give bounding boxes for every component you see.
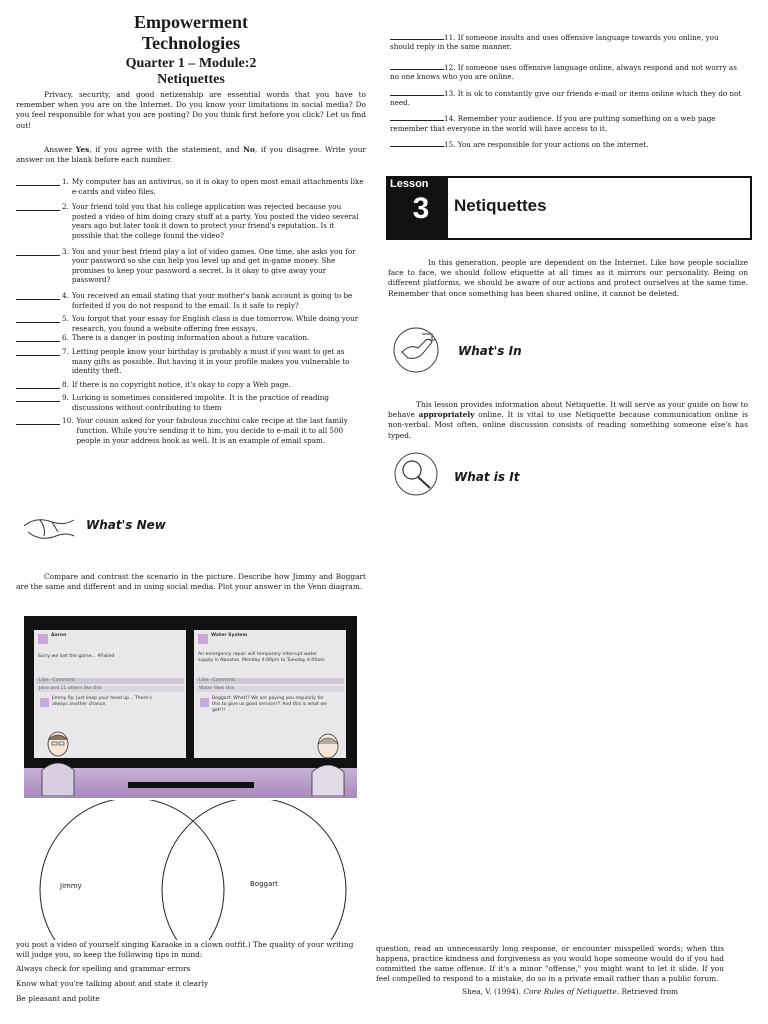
right-reply-text: Boggart: What!? We are paying you regularly for this to give us good service!!! And this is what we get!!! — [212, 696, 327, 713]
answer-blank[interactable] — [16, 247, 60, 256]
answer-blank[interactable] — [390, 139, 444, 147]
lesson-title: Netiquettes — [454, 196, 547, 215]
answer-blank[interactable] — [390, 113, 444, 121]
venn-circle-boggart[interactable] — [162, 800, 346, 950]
question-item: 4. You received an email stating that your mother's bank account is going to be forfeited if you do not respond to the email. Is it safe to reply? — [16, 291, 366, 310]
question-item: 13. It is ok to constantly give our friends e-mail or items online which they do not need. — [390, 88, 742, 108]
title-line1: Empowerment — [134, 12, 248, 32]
answer-blank[interactable] — [390, 32, 444, 40]
bottom-right-text: question, read an unnecessarily long response, or encounter misspelled words; when this happens, practice kindness and forgiveness as you would hope someone would do if you had committed the same offense. If it's a minor "offense," you might want to let it slide. If you feel compelled to respond to a mistake, do so in a private email rather than a public forum. Shea, V. (1994). Core Rules of Netiquette. Retrieved from — [376, 944, 724, 996]
bottom-left-text: you post a video of yourself singing Karaoke in a clown outfit.) The quality of your writing will judge you, so keep the following tips in mind: Always check for spelling and grammar errors Know what you're talking about and state it clearly Be pleasant and polite — [16, 940, 361, 1024]
subject-label: Netiquettes — [157, 72, 225, 87]
avatar — [200, 698, 209, 707]
right-poster-name: Water System — [211, 633, 248, 638]
left-poster-name: Aaron — [51, 633, 67, 638]
question-item: 9. Lurking is sometimes considered impolite. It is the practice of reading discussions without contributing to them — [16, 393, 366, 412]
avatar — [38, 634, 48, 644]
question-item: 15. You are responsible for your actions on the internet. — [390, 139, 744, 149]
venn-label-jimmy: Jimmy — [60, 882, 82, 890]
answer-blank[interactable] — [16, 314, 60, 323]
venn-diagram — [22, 800, 366, 950]
puzzle-hand-icon — [392, 326, 448, 374]
question-item: 3. You and your best friend play a lot of video games. One time, she asks you for your password so she can help you level up and get in-game money. She promises to keep your password a secret. Is it okay to give away your password? — [16, 247, 366, 285]
question-item: 2. Your friend told you that his college application was rejected because you posted a video of him doing crazy stuff at a party. You posted the video several years ago but later took it down to protect your friend's reputation. Is it possible that the college found the video? — [16, 202, 366, 240]
whats-in-heading: What's In — [458, 344, 522, 358]
question-item: 11. If someone insults and uses offensive language towards you online, you should reply in the same manner. — [390, 33, 719, 52]
question-item: 1. My computer has an antivirus, so it is okay to open most email attachments like e-cards and video files. — [16, 177, 366, 196]
jimmy-character — [38, 730, 78, 796]
answer-blank[interactable] — [16, 380, 60, 389]
question-item: 12. If someone uses offensive language online, always respond and not worry as no one knows who you are online. — [390, 62, 737, 82]
answer-blank[interactable] — [390, 62, 444, 70]
boggart-character — [308, 732, 348, 796]
hand-writing-icon — [22, 512, 78, 546]
whats-new-heading: What's New — [86, 518, 166, 532]
right-question-list — [390, 32, 744, 150]
left-post-text: Sorry we lost the game... #Failed — [38, 654, 115, 659]
venn-svg — [22, 800, 366, 950]
answer-blank[interactable] — [16, 202, 60, 211]
title-line2: Technologies — [141, 33, 241, 53]
answer-blank[interactable] — [16, 416, 60, 425]
magnifier-icon — [392, 452, 442, 498]
citation: Shea, V. (1994). Core Rules of Netiquette. Retrieved from — [462, 987, 679, 996]
answer-blank[interactable] — [16, 347, 60, 356]
question-item: 7. Letting people know your birthday is probably a must if you want to get as many gifts as possible. But having it in your profile makes you vulnerable to identity theft. — [16, 347, 366, 376]
avatar — [40, 698, 49, 707]
answer-blank[interactable] — [16, 177, 60, 186]
answer-blank[interactable] — [16, 393, 60, 402]
question-item: 5. You forgot that your essay for English class is due tomorrow. While doing your research, you found a website offering free essays. — [16, 314, 366, 333]
answer-blank[interactable] — [16, 333, 60, 342]
whats-it-heading: What is It — [454, 470, 520, 484]
instructions: Answer Yes, if you agree with the statement, and No, if you disagree. Write your answer on the blank before each number. — [16, 145, 366, 165]
answer-blank[interactable] — [16, 291, 60, 300]
lesson-number: 3 — [412, 192, 430, 225]
quarter-label: Quarter 1 – Module:2 — [125, 56, 257, 71]
whats-in-text: This lesson provides information about Netiquette. It will serve as your guide on how to behave appropriately online. It is vital to use Netiquette because communication online is non-verbal. Most often, online discussion consists of reading something someone else's has typed. — [388, 400, 749, 440]
question-item: 6. There is a danger in posting information about a future vacation. — [16, 333, 366, 343]
answer-blank[interactable] — [390, 88, 444, 96]
left-reply-text: Jimmy Ry: Just keep your head up... There's always another chance. — [52, 696, 152, 707]
intro-paragraph: Privacy, security, and good netizenship are essential words that you have to remember when you are on the Internet. Do you know your limitations in social media? Do you feel responsible for what you are posting? Do you think first before you click? Let us find out! — [16, 90, 366, 130]
venn-label-boggart: Boggart — [250, 880, 278, 888]
right-post-text: An emergency repair will temporary interrupt water supply in Navotas. Monday 4:00pm to Tuesday 4:00am — [198, 652, 325, 663]
venn-circle-jimmy[interactable] — [40, 800, 224, 950]
right-post-panel: Water System An emergency repair will temporary interrupt water supply in Navotas. Monday 4:00pm to Tuesday 4:00am Like · Comment Water likes this Boggart: What!? We are paying you regularly for this to give us good service!!! And this is what we get!!! — [194, 630, 346, 758]
question-item: 14. Remember your audience. If you are putting something on a web page remember that everyone in the world will have access to it. — [390, 114, 716, 133]
question-item: 8. If there is no copyright notice, it's okay to copy a Web page. — [16, 380, 366, 390]
left-post-panel: Aaron Sorry we lost the game... #Failed Like · Comment Jane and 11 others like this Jimmy Ry: Just keep your head up... There's always another chance. — [34, 630, 186, 758]
module-header — [16, 12, 366, 88]
lesson-number-block — [386, 176, 448, 238]
whats-new-text: Compare and contrast the scenario in the picture. Describe how Jimmy and Boggart are the same and different and in using social media. Plot your answer in the Venn diagram. — [16, 572, 366, 592]
avatar — [198, 634, 208, 644]
monitor-base — [128, 782, 254, 788]
question-list — [16, 177, 366, 445]
lesson-intro: In this generation, people are dependent on the Internet. Like how people socialize face to face, we should follow etiquette at all times as it mirrors our personality. Being on different platforms, we should be aware of our actions and protect ourselves at the same time. Remember that once something has been shared online, it cannot be deleted. — [388, 258, 748, 298]
question-item: 10. Your cousin asked for your fabulous zucchini cake recipe at the last family function. While you're sending it to him, you decide to e-mail it to all 500 people in your address book as well. It is an example of email spam. — [16, 416, 366, 445]
lesson-label: Lesson — [390, 178, 429, 190]
